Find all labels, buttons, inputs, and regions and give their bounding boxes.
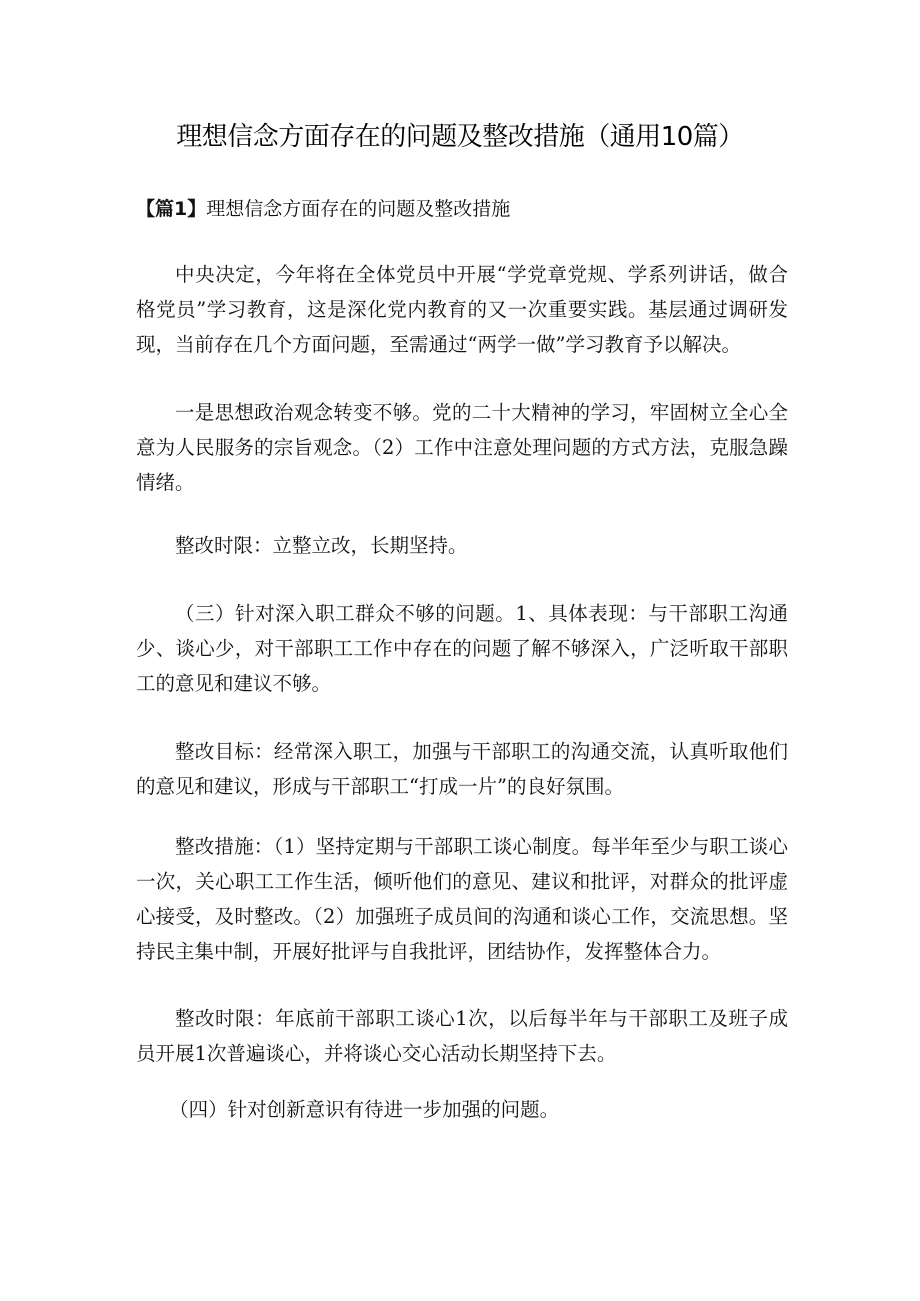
section-heading (136, 194, 510, 224)
document-title: 理想信念方面存在的问题及整改措施（通用10篇） (176, 122, 744, 152)
paragraph-goal: 整改目标：经常深入职工，加强与干部职工的沟通交流，认真听取他们的意见和建议，形成与干部职工“打成一片”的良好氛围。 (136, 740, 788, 798)
paragraph-problem-three: （三）针对深入职工群众不够的问题。1、具体表现：与干部职工沟通少、谈心少，对干部职工工作中存在的问题了解不够深入，广泛听取干部职工的意见和建议不够。 (136, 602, 788, 695)
section-heading-text: 理想信念方面存在的问题及整改措施 (206, 198, 511, 220)
paragraph-problem-four: （四）针对创新意识有待进一步加强的问题。 (169, 1098, 560, 1121)
paragraph-problem-one: 一是思想政治观念转变不够。党的二十大精神的学习，牢固树立全心全意为人民服务的宗旨观念。（2）工作中注意处理问题的方式方法，克服急躁情绪。 (136, 401, 788, 494)
paragraph-deadline-two: 整改时限：年底前干部职工谈心1次，以后每半年与干部职工及班子成员开展1次普遍谈心，并将谈心交心活动长期坚持下去。 (136, 1007, 788, 1065)
section-heading-label: 【篇1】 (136, 198, 207, 220)
paragraph-intro: 中央决定，今年将在全体党员中开展“学党章党规、学系列讲话，做合格党员”学习教育，这是深化党内教育的又一次重要实践。基层通过调研发现，当前存在几个方面问题，至需通过“两学一做”学习教育予以解决。 (136, 263, 788, 356)
paragraph-deadline-one: 整改时限：立整立改，长期坚持。 (175, 534, 468, 557)
paragraph-measures: 整改措施：（1）坚持定期与干部职工谈心制度。每半年至少与职工谈心一次，关心职工工作生活，倾听他们的意见、建议和批评，对群众的批评虚心接受，及时整改。（2）加强班子成员间的沟通和谈心工作，交流思想。坚持民主集中制，开展好批评与自我批评，团结协作，发挥整体合力。 (136, 835, 788, 963)
